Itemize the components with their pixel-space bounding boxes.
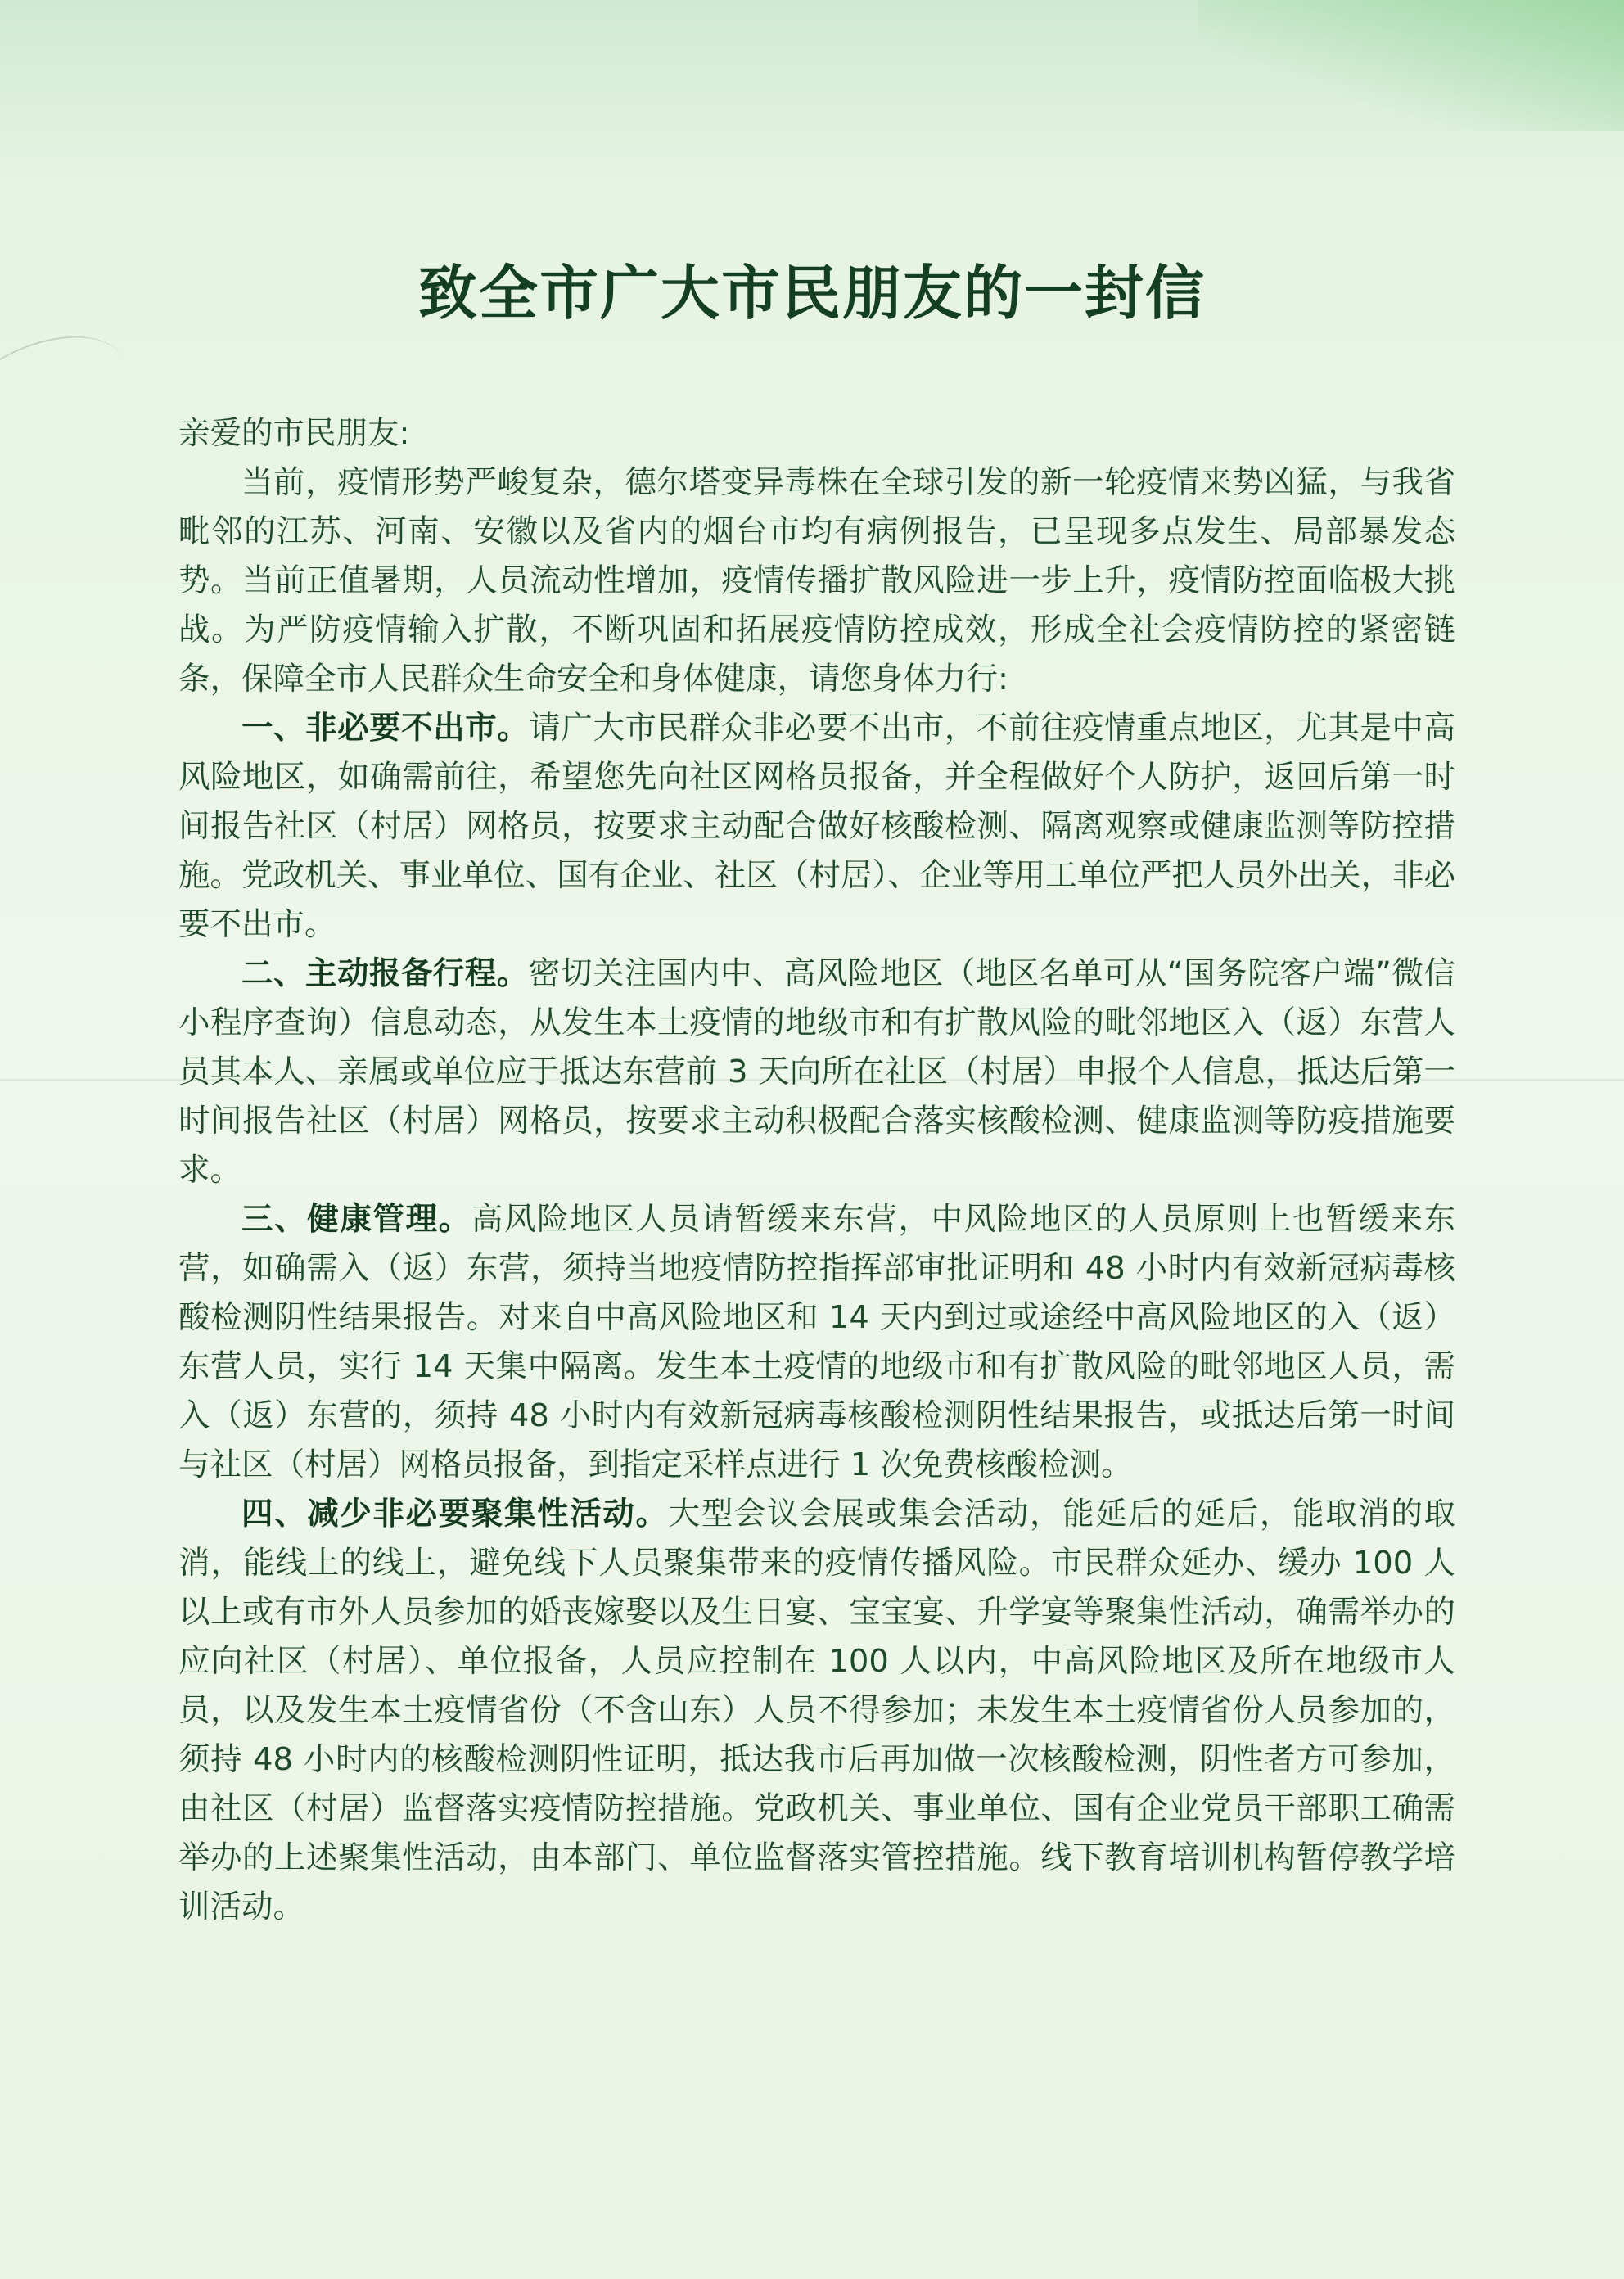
section-3-paragraph xyxy=(178,1195,1455,1490)
intro-paragraph: 当前，疫情形势严峻复杂，德尔塔变异毒株在全球引发的新一轮疫情来势凶猛，与我省毗邻的江苏、河南、安徽以及省内的烟台市均有病例报告，已呈现多点发生、局部暴发态势。当前正值暑期，人员流动性增加，疫情传播扩散风险进一步上升，疫情防控面临极大挑战。为严防疫情输入扩散，不断巩固和拓展疫情防控成效，形成全社会疫情防控的紧密链条，保障全市人民群众生命安全和身体健康，请您身体力行: xyxy=(178,464,1455,697)
letter-title: 致全市广大市民朋友的一封信 xyxy=(417,258,1206,327)
salutation: 亲爱的市民朋友: xyxy=(178,415,410,452)
section-2-heading: 二、主动报备行程。 xyxy=(241,955,529,992)
section-1-text: 请广大市民群众非必要不出市，不前往疫情重点地区，尤其是中高风险地区，如确需前往，希望您先向社区网格员报备，并全程做好个人防护，返回后第一时间报告社区（村居）网格员，按要求主动配合做好核酸检测、隔离观察或健康监测等防控措施。党政机关、事业单位、国有企业、社区（村居）、企业等用工单位严把人员外出关，非必要不出市。 xyxy=(178,710,1455,943)
section-1-heading: 一、非必要不出市。 xyxy=(241,710,530,747)
section-2-paragraph xyxy=(178,950,1455,1195)
paper-crease xyxy=(0,314,143,474)
section-4-text: 大型会议会展或集会活动，能延后的延后，能取消的取消，能线上的线上，避免线下人员聚集带来的疫情传播风险。市民群众延办、缓办 100 人以上或有市外人员参加的婚丧嫁娶以及生日宴、宝宝宴、升学宴等聚集性活动，确需举办的应向社区（村居）、单位报备，人员应控制在 100 人以内，中高风险地区及所在地级市人员，以及发生本土疫情省份（不含山东）人员不得参加；未发生本土疫情省份人员参加的，须持 48 小时内的核酸检测阴性证明，抵达我市后再加做一次核酸检测，阴性者方可参加，由社区（村居）监督落实疫情防控措施。党政机关、事业单位、国有企业党员干部职工确需举办的上述聚集性活动，由本部门、单位监督落实管控措施。线下教育培训机构暂停教学培训活动。 xyxy=(178,1496,1455,1925)
section-3-text: 高风险地区人员请暂缓来东营，中风险地区的人员原则上也暂缓来东营，如确需入（返）东营，须持当地疫情防控指挥部审批证明和 48 小时内有效新冠病毒核酸检测阴性结果报告。对来自中高风险地区和 14 天内到过或途经中高风险地区的入（返）东营人员，实行 14 天集中隔离。发生本土疫情的地级市和有扩散风险的毗邻地区人员，需入（返）东营的，须持 48 小时内有效新冠病毒核酸检测阴性结果报告，或抵达后第一时间与社区（村居）网格员报备，到指定采样点进行 1 次免费核酸检测。 xyxy=(178,1201,1455,1483)
letter-body xyxy=(178,409,1455,1932)
section-4-paragraph xyxy=(178,1490,1455,1932)
section-1-paragraph xyxy=(178,704,1455,950)
section-4-heading: 四、减少非必要聚集性活动。 xyxy=(241,1496,669,1532)
section-3-heading: 三、健康管理。 xyxy=(241,1201,471,1238)
paper-shadow xyxy=(1198,0,1624,131)
section-2-text: 密切关注国内中、高风险地区（地区名单可从“国务院客户端”微信小程序查询）信息动态，从发生本土疫情的地级市和有扩散风险的毗邻地区入（返）东营人员其本人、亲属或单位应于抵达东营前 3 天向所在社区（村居）申报个人信息，抵达后第一时间报告社区（村居）网格员，按要求主动积极配合落实核酸检测、健康监测等防疫措施要求。 xyxy=(178,955,1455,1189)
